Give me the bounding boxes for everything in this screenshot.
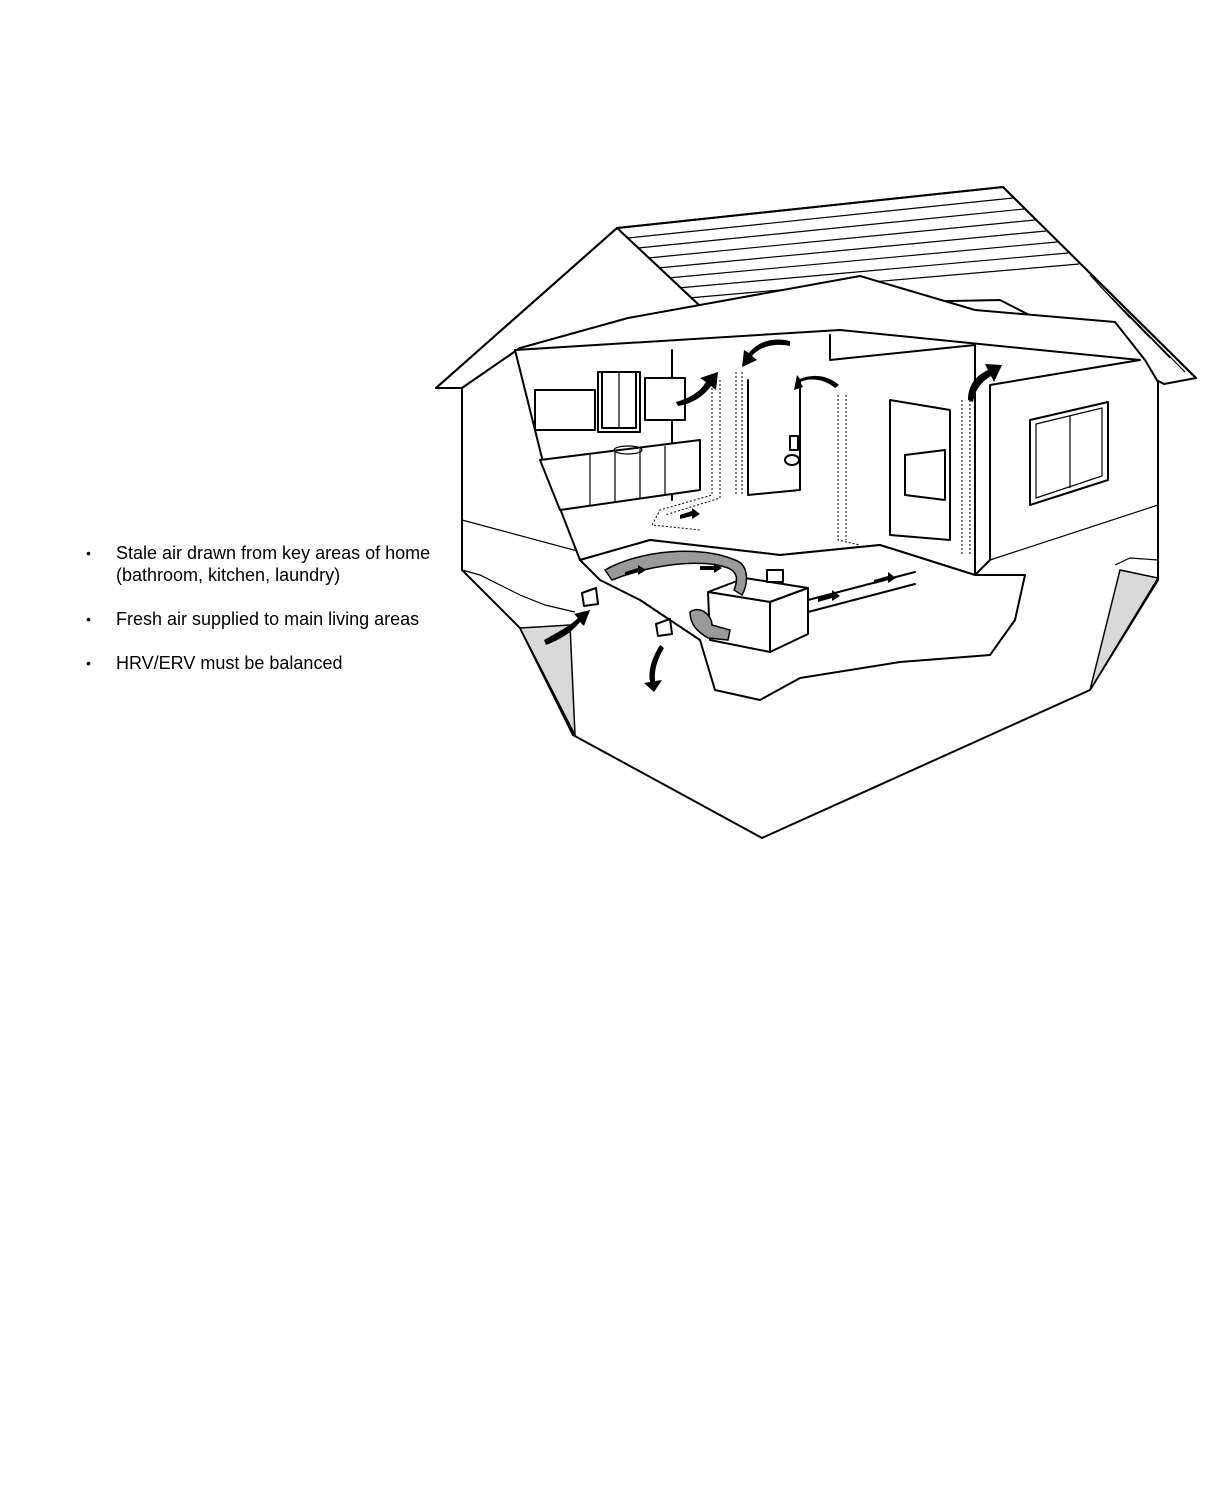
bullet-marker: • bbox=[86, 655, 91, 671]
bullet-marker: • bbox=[86, 611, 91, 627]
bullet-text: Stale air drawn from key areas of home (bathroom, kitchen, laundry) bbox=[116, 543, 431, 585]
bullet-text: HRV/ERV must be balanced bbox=[116, 653, 343, 673]
bullet-text: Fresh air supplied to main living areas bbox=[116, 609, 420, 629]
bullet-marker: • bbox=[86, 545, 91, 561]
